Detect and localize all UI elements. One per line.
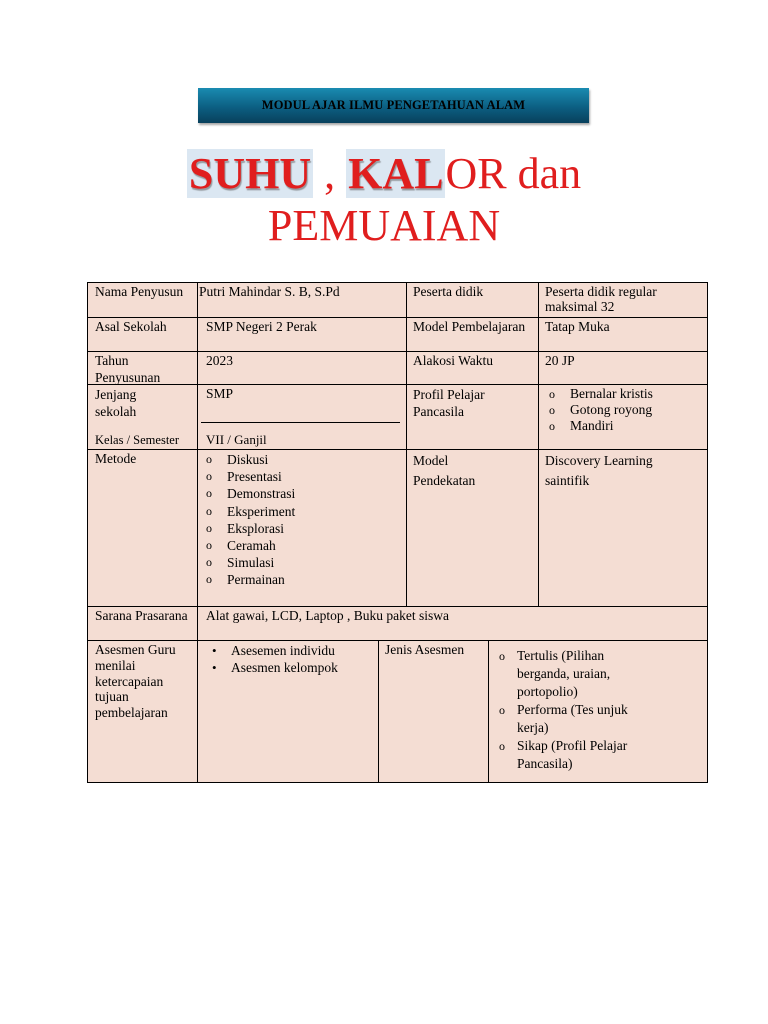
pendekatan-label-cell — [406, 449, 538, 606]
list-item: o Ceramah — [206, 538, 276, 554]
kelas-value: VII / Ganjil — [206, 432, 267, 447]
model-value: Tatap Muka — [538, 317, 708, 351]
asesmen-list — [206, 642, 372, 676]
kelas-divider — [201, 422, 400, 423]
jenis-label: Jenis Asesmen — [378, 640, 488, 783]
pendekatan-value-cell — [538, 449, 708, 606]
jenjang-kelas-values — [197, 384, 406, 449]
jenis-list-cell — [488, 640, 708, 783]
metode-label: Metode — [87, 449, 197, 606]
list-item: • Asesmen kelompok — [212, 660, 338, 675]
jenjang-value: SMP — [206, 386, 234, 401]
asal-label: Asal Sekolah — [87, 317, 197, 351]
profil-list — [548, 386, 702, 434]
title-suhu: SUHU — [188, 149, 312, 198]
list-item: o Sikap (Profil Pelajar Pancasila) — [499, 738, 628, 771]
sarana-label: Sarana Prasarana — [87, 606, 197, 640]
list-item: o Eksplorasi — [206, 520, 284, 536]
title-line-2: PEMUAIAN — [267, 201, 501, 250]
profil-label: Profil Pelajar Pancasila — [406, 384, 538, 449]
metode-list-cell — [197, 449, 406, 606]
list-item: o Performa (Tes unjuk kerja) — [499, 702, 628, 735]
list-item: o Presentasi — [206, 469, 282, 485]
list-item: o Gotong royong — [549, 402, 653, 417]
alokasi-label: Alakosi Waktu — [406, 351, 538, 384]
list-item: o Bernalar kristis — [549, 386, 653, 401]
asesmen-label: Asesmen Guru menilai ketercapaian tujuan pembelajaran — [87, 640, 197, 783]
pendekatan-label-1: Model — [413, 453, 449, 468]
jenjang-label: Jenjang sekolah — [95, 387, 137, 419]
list-item: o Diskusi — [206, 452, 269, 467]
tahun-value: 2023 — [197, 351, 406, 384]
alokasi-value: 20 JP — [538, 351, 708, 384]
kelas-label: Kelas / Semester — [95, 433, 180, 447]
tahun-label: Tahun Penyusunan — [87, 351, 197, 384]
module-banner — [198, 88, 589, 123]
title-kal: KAL — [348, 149, 444, 198]
list-item: o Simulasi — [206, 555, 275, 571]
peserta-label: Peserta didik — [406, 282, 538, 317]
pendekatan-value-2: saintifik — [545, 473, 590, 488]
list-item: o Eksperiment — [206, 503, 296, 519]
model-label: Model Pembelajaran — [406, 317, 538, 351]
title-line-1 — [0, 146, 768, 202]
nama-value: Putri Mahindar S. B, S.Pd — [197, 282, 406, 317]
list-item: • Asesemen individu — [212, 643, 335, 658]
asal-value: SMP Negeri 2 Perak — [197, 317, 406, 351]
list-item: o Mandiri — [549, 418, 614, 433]
pendekatan-value-1: Discovery Learning — [545, 453, 653, 468]
module-banner-text: MODUL AJAR ILMU PENGETAHUAN ALAM — [261, 98, 526, 112]
jenis-list — [498, 647, 700, 773]
title-separator: , — [313, 149, 347, 198]
profil-list-cell — [538, 384, 708, 449]
pendekatan-label-2: Pendekatan — [413, 473, 476, 488]
metode-list — [205, 451, 400, 589]
list-item: o Tertulis (Pilihan berganda, uraian, portopolio) — [499, 648, 611, 699]
list-item: o Demonstrasi — [206, 486, 296, 502]
asesmen-list-cell — [197, 640, 378, 783]
jenjang-kelas-cell — [87, 384, 197, 449]
sarana-value: Alat gawai, LCD, Laptop , Buku paket siswa — [197, 606, 708, 640]
list-item: o Permainan — [206, 572, 285, 588]
title-or-dan: OR dan — [445, 149, 582, 198]
peserta-value: Peserta didik regular maksimal 32 — [538, 282, 708, 317]
nama-label: Nama Penyusun — [87, 282, 197, 317]
